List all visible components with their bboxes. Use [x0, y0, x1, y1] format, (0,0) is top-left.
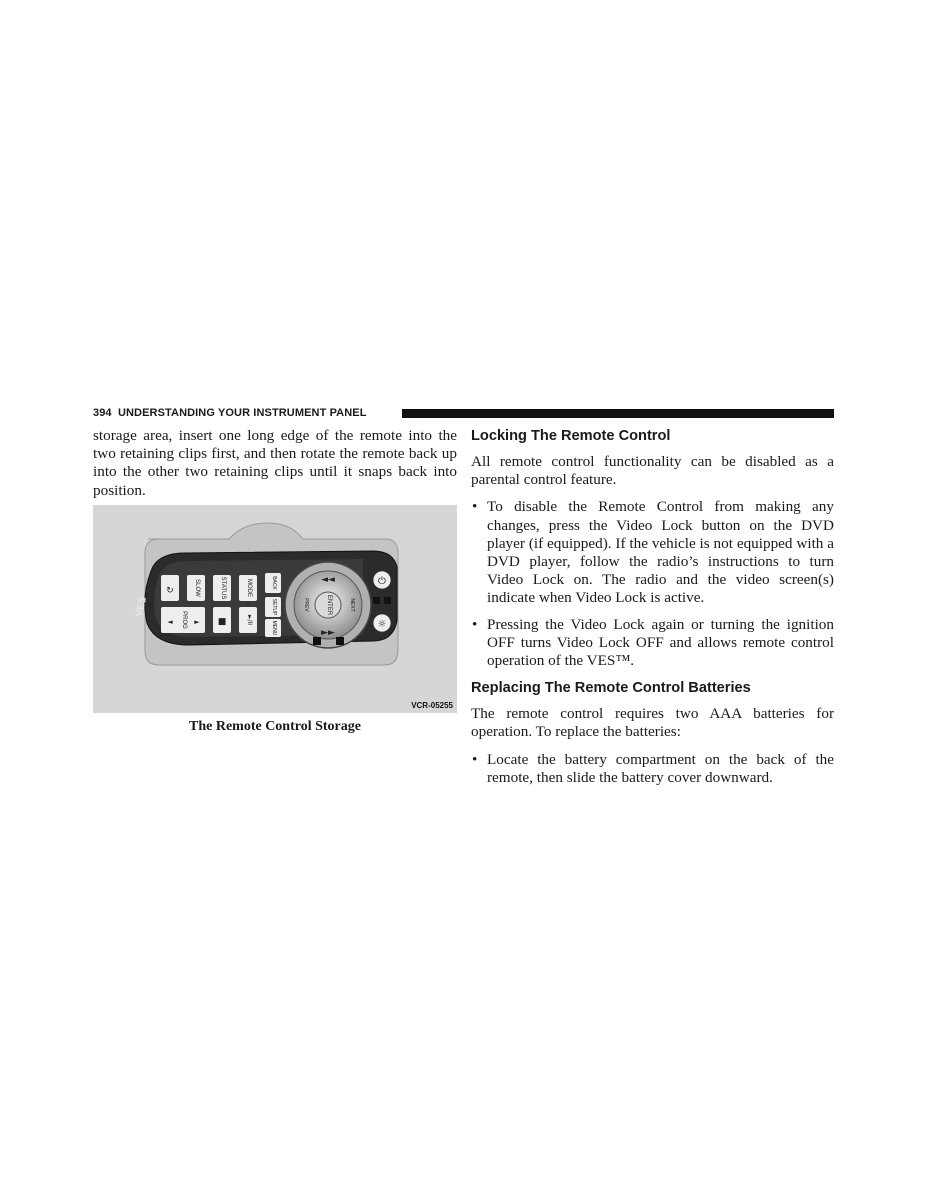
svg-text:►►: ►►	[321, 628, 335, 638]
mode-1-indicator	[373, 597, 380, 604]
remote-control-illustration	[93, 505, 457, 713]
bullet-glyph: •	[472, 750, 478, 768]
batteries-paragraph: The remote control requires two AAA batteries for operation. To replace the batteries:	[471, 705, 834, 741]
bullet-text: To disable the Remote Control from making any changes, press the Video Lock button on the DVD player (if equipped). If the vehicle is not equipped with a DVD player, follow the radio’s instructions to turn Video Lock on. The radio and the video screen(s) indicate when Video Lock is active.	[487, 498, 834, 607]
svg-text:↻: ↻	[166, 586, 174, 596]
mode-label: MODE	[246, 579, 252, 597]
figure-caption: The Remote Control Storage	[189, 719, 361, 734]
bullet-text: Locate the battery compartment on the back of the remote, then slide the battery cover downward.	[487, 750, 834, 786]
next-label: NEXT	[349, 598, 355, 612]
mode-2-indicator	[384, 597, 391, 604]
prog-label: PROG	[181, 611, 187, 629]
page-header	[93, 406, 834, 420]
section-heading-batteries: Replacing The Remote Control Batteries	[471, 680, 751, 697]
svg-text:►: ►	[194, 618, 200, 626]
page-header-text	[93, 406, 367, 420]
bullet-glyph: •	[472, 615, 478, 633]
right-column	[471, 427, 834, 787]
svg-text:◄: ◄	[167, 618, 173, 626]
locking-paragraph: All remote control functionality can be disabled as a parental control feature.	[471, 453, 834, 489]
remote-storage-figure	[93, 505, 457, 713]
remote-brand-logo: VES	[134, 595, 150, 618]
figure-code: VCR-05255	[411, 701, 453, 710]
svg-text:⏻: ⏻	[378, 576, 386, 587]
left-paragraph: storage area, insert one long edge of the remote into the two retaining clips first, and then rotate the remote back up into the other two retaining clips until it snaps back into position.	[93, 427, 457, 499]
setup-label: SETUP	[271, 598, 277, 616]
bullet-glyph: •	[472, 498, 478, 516]
batteries-bullet-list	[471, 751, 834, 787]
header-rule	[402, 409, 834, 418]
slow-label: SLOW	[194, 579, 200, 597]
back-label: BACK	[271, 576, 277, 590]
menu-label: MENU	[271, 620, 277, 636]
page-number: 394	[93, 407, 112, 419]
list-item	[471, 616, 834, 671]
play-pause-label: ►/II	[246, 614, 253, 626]
left-column	[93, 427, 457, 500]
locking-bullet-list	[471, 498, 834, 670]
enter-label: ENTER	[326, 594, 332, 616]
list-item	[471, 498, 834, 607]
stop-label: ■	[217, 617, 227, 627]
prev-label: PREV	[303, 598, 309, 612]
list-item	[471, 751, 834, 787]
bullet-text: Pressing the Video Lock again or turning the ignition OFF turns Video Lock OFF and allows remote control operation of the VES™.	[487, 615, 834, 670]
section-title: UNDERSTANDING YOUR INSTRUMENT PANEL	[117, 407, 367, 419]
section-heading-locking: Locking The Remote Control	[471, 428, 671, 444]
status-label: STATUS	[220, 576, 226, 600]
channel-2-indicator	[336, 637, 344, 645]
channel-1-indicator	[313, 637, 321, 645]
svg-text:☼: ☼	[377, 619, 387, 630]
svg-text:◄◄: ◄◄	[321, 575, 335, 585]
